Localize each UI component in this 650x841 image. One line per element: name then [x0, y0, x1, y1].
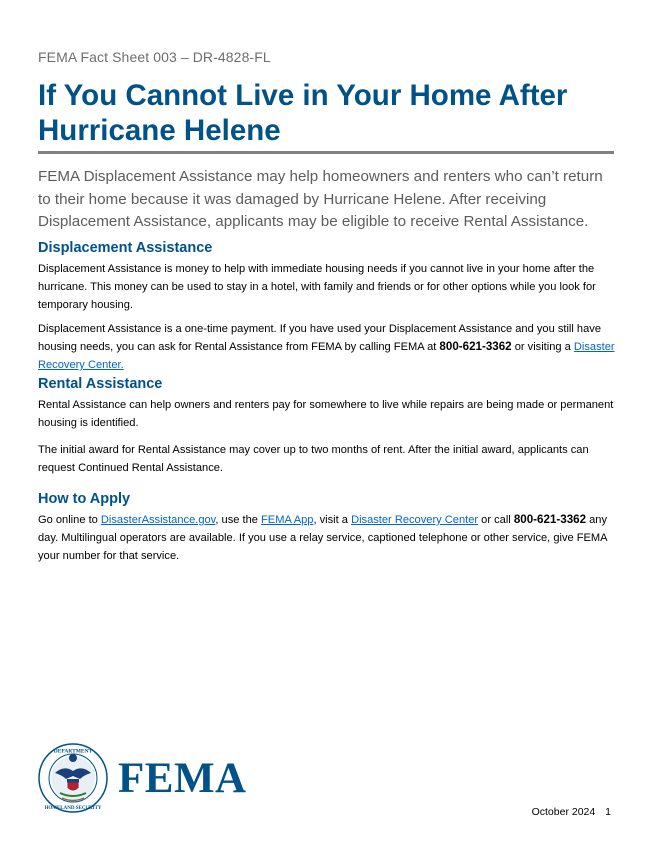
paragraph: Displacement Assistance is money to help with immediate housing needs if you cannot live in your home after the hurricane. This money can be used to stay in a hotel, with family and friends or for other options while you look for temporary housing.	[38, 263, 596, 311]
section-displacement-assistance	[38, 240, 616, 374]
paragraph-text: or call	[478, 514, 514, 526]
section-heading: How to Apply	[38, 491, 131, 507]
fact-sheet-label: FEMA Fact Sheet 003 – DR-4828-FL	[38, 49, 271, 65]
svg-text:DEPARTMENT: DEPARTMENT	[53, 748, 93, 755]
svg-text:HOMELAND SECURITY: HOMELAND SECURITY	[44, 806, 102, 811]
section-how-to-apply	[38, 491, 616, 565]
lead-paragraph: FEMA Displacement Assistance may help homeowners and renters who can’t return to their home because it was damaged by Hurricane Helene. After receiving Displacement Assistance, applicants may be eligible to receive Rental Assistance.	[38, 168, 603, 230]
footer-date: October 2024	[531, 806, 596, 818]
disaster-recovery-center-link[interactable]: Disaster Recovery Center	[351, 514, 479, 526]
paragraph-text: , use the	[215, 514, 262, 526]
paragraph: Rental Assistance can help owners and renters pay for somewhere to live while repairs are being made or permanent housing is identified.	[38, 399, 614, 429]
title-divider	[38, 151, 614, 154]
paragraph	[38, 511, 616, 565]
paragraph-text: any day. Multilingual operators are available. If you use a relay service, captioned telephone or other service, give FEMA your number for that service.	[38, 514, 608, 562]
section-heading: Rental Assistance	[38, 376, 163, 392]
fema-logo	[38, 743, 247, 813]
phone-number: 800-621-3362	[513, 513, 587, 526]
section-heading: Displacement Assistance	[38, 240, 213, 256]
page-footer	[532, 806, 611, 818]
disasterassistance-gov-link[interactable]: DisasterAssistance.gov	[100, 514, 216, 526]
disaster-recovery-center-link[interactable]: Disaster Recovery Center.	[38, 341, 615, 371]
section-rental-assistance	[38, 376, 616, 477]
fema-wordmark: FEMA	[118, 755, 247, 802]
paragraph: The initial award for Rental Assistance may cover up to two months of rent. After the initial award, applicants can request Continued Rental Assistance.	[38, 444, 589, 474]
phone-number: 800-621-3362	[439, 340, 512, 353]
page-title: If You Cannot Live in Your Home After Hurricane Helene	[38, 79, 568, 147]
paragraph-text: or visiting a	[511, 341, 574, 353]
paragraph-text: Displacement Assistance is a one-time payment. If you have used your Displacement Assistance and you still have housing needs, you can ask for Rental Assistance from FEMA by calling FEMA at	[38, 323, 601, 353]
fema-app-link[interactable]: FEMA App	[261, 514, 314, 526]
paragraph-text: , visit a	[313, 514, 352, 526]
paragraph	[38, 320, 616, 374]
dhs-seal-icon	[38, 743, 108, 813]
page-number: 1	[605, 806, 611, 818]
paragraph-text: Go online to	[38, 514, 101, 526]
